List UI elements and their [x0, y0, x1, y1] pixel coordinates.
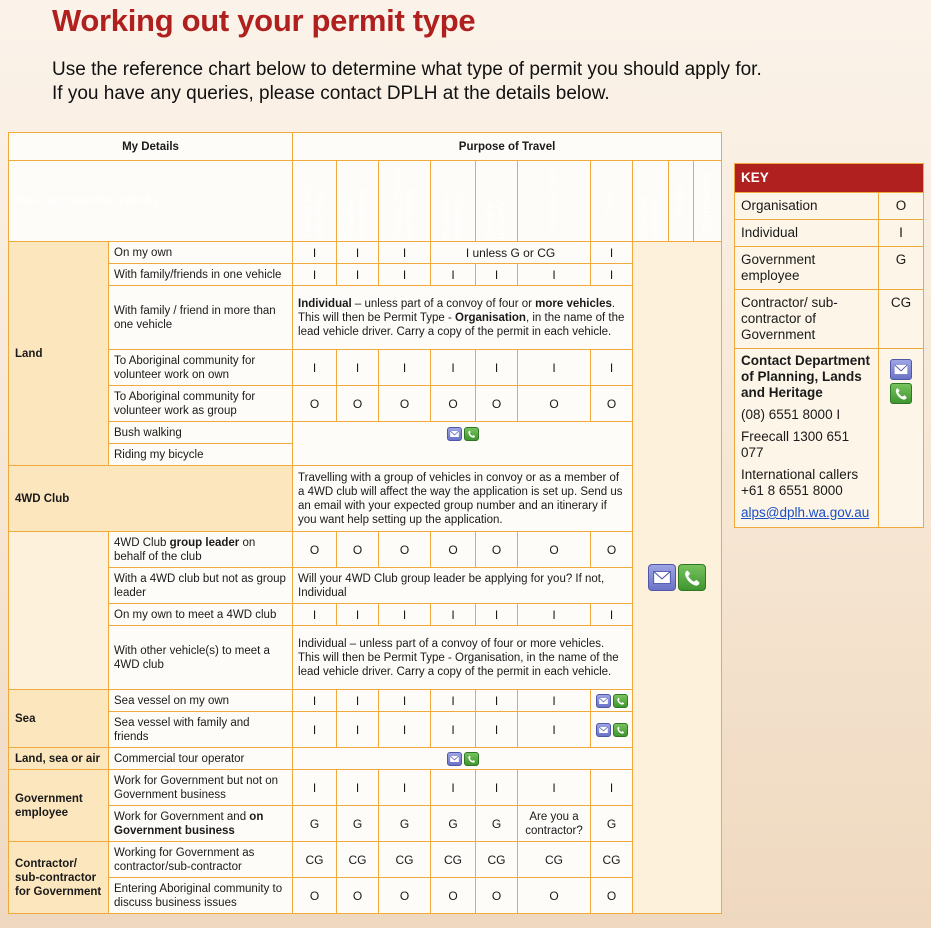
- key-label: Government employee: [735, 247, 879, 289]
- cell: I: [591, 264, 633, 286]
- row-label: Riding my bicycle: [109, 444, 293, 466]
- mail-icon[interactable]: [890, 359, 912, 380]
- key-title: KEY: [735, 164, 923, 192]
- cell: O: [518, 532, 591, 568]
- cell: I: [476, 350, 518, 386]
- purpose-construction: Construction: [518, 161, 591, 242]
- table-row: [9, 466, 722, 532]
- cell: CG: [476, 842, 518, 878]
- key-row: [735, 289, 923, 348]
- row-label: With family / friend in more than one vehicle: [109, 286, 293, 350]
- row-label: On my own to meet a 4WD club: [109, 604, 293, 626]
- table-row: [9, 770, 722, 806]
- cell: I: [476, 770, 518, 806]
- cell: O: [379, 878, 431, 914]
- group-land-sea-air: Land, sea or air: [9, 748, 109, 770]
- cell: I: [337, 712, 379, 748]
- cell: I: [591, 604, 633, 626]
- cell: CG: [337, 842, 379, 878]
- cell: O: [379, 532, 431, 568]
- cell: O: [476, 386, 518, 422]
- row-label: Work for Government and on Government business: [109, 806, 293, 842]
- cell: O: [591, 878, 633, 914]
- contact-section: [735, 348, 923, 527]
- table-row: [9, 568, 722, 604]
- intro-line-2: If you have any queries, please contact DPLH at the details below.: [52, 83, 610, 104]
- key-code: O: [895, 198, 907, 213]
- phone-icon[interactable]: [464, 427, 479, 441]
- purpose-other: Other: [591, 161, 633, 242]
- cell: I: [591, 350, 633, 386]
- span-note: Individual – unless part of a convoy of four or more vehicles. This will then be Permit Type - Organisation, in the name of the lead vehicle driver. Carry a copy of the permit in each vehicle.: [293, 286, 633, 350]
- contact-cell: [293, 422, 633, 466]
- purpose-transit: Transit and refuelling: [293, 161, 337, 242]
- cell: G: [476, 806, 518, 842]
- key-row: [735, 219, 923, 246]
- cell: I: [337, 604, 379, 626]
- cell: I: [379, 264, 431, 286]
- cell: I: [591, 770, 633, 806]
- cell: O: [476, 532, 518, 568]
- row-label: On my own: [109, 242, 293, 264]
- table-row: [9, 690, 722, 712]
- key-label: Contractor/ sub-contractor of Government: [735, 290, 879, 348]
- cell: O: [476, 878, 518, 914]
- cell: I: [293, 604, 337, 626]
- span-note: Travelling with a group of vehicles in convoy or as a member of a 4WD club will affect the way the application is set up. Send us an email with your expected group number and an itinerary if you want help setting up the application.: [293, 466, 633, 532]
- cell: G: [431, 806, 476, 842]
- table-row: [9, 242, 722, 264]
- contact-title: Contact Department of Planning, Lands and Heritage: [741, 353, 871, 400]
- group-4wd-club: 4WD Club: [9, 466, 293, 532]
- phone-icon[interactable]: [464, 752, 479, 766]
- cell: O: [337, 386, 379, 422]
- cell: I: [518, 770, 591, 806]
- cell: G: [379, 806, 431, 842]
- how-travelling-label: How I am travelling and why: [9, 161, 293, 242]
- cell: O: [431, 532, 476, 568]
- cell: I: [379, 604, 431, 626]
- row-label: To Aboriginal community for volunteer work as group: [109, 386, 293, 422]
- cell: I: [431, 350, 476, 386]
- cell: I: [293, 242, 337, 264]
- page-title: Working out your permit type: [52, 3, 476, 38]
- table-row: [9, 532, 722, 568]
- cell: CG: [293, 842, 337, 878]
- contact-icons-column: [633, 242, 722, 914]
- cell: I: [431, 264, 476, 286]
- contact-cell: [591, 690, 633, 712]
- cell: G: [591, 806, 633, 842]
- cell: I: [518, 350, 591, 386]
- header-my-details: My Details: [9, 133, 293, 161]
- table-row: [9, 806, 722, 842]
- purpose-media: Media: [669, 161, 694, 242]
- cell: I: [293, 712, 337, 748]
- contact-cell: [591, 712, 633, 748]
- contact-international: International callers +61 8 6551 8000: [741, 467, 859, 498]
- cell: I: [337, 690, 379, 712]
- cell: I: [293, 264, 337, 286]
- cell: I: [431, 690, 476, 712]
- cell: I: [293, 350, 337, 386]
- purpose-business: Business meetings: [431, 161, 476, 242]
- purpose-service: Service delivery: [476, 161, 518, 242]
- purpose-commercial: Commercial: [694, 161, 722, 242]
- cell: O: [431, 878, 476, 914]
- row-label: Working for Government as contractor/sub-contractor: [109, 842, 293, 878]
- cell: I: [337, 264, 379, 286]
- group-contractor: Contractor/ sub-contractor for Government: [9, 842, 109, 914]
- table-row: [9, 712, 722, 748]
- row-label: With family/friends in one vehicle: [109, 264, 293, 286]
- cell: O: [293, 386, 337, 422]
- cell: O: [591, 532, 633, 568]
- table-row: [9, 350, 722, 386]
- cell: CG: [431, 842, 476, 878]
- phone-icon[interactable]: [890, 383, 912, 404]
- cell: I: [431, 712, 476, 748]
- row-label: To Aboriginal community for volunteer work on own: [109, 350, 293, 386]
- row-label: Work for Government but not on Government business: [109, 770, 293, 806]
- cell: CG: [591, 842, 633, 878]
- cell: I: [476, 264, 518, 286]
- cell: I: [379, 712, 431, 748]
- cell: O: [379, 386, 431, 422]
- table-row: [9, 842, 722, 878]
- cell: O: [293, 878, 337, 914]
- cell: CG: [518, 842, 591, 878]
- cell: I: [431, 770, 476, 806]
- mail-icon[interactable]: [648, 564, 676, 591]
- table-row: [9, 878, 722, 914]
- key-code: I: [899, 225, 903, 240]
- row-label: Commercial tour operator: [109, 748, 293, 770]
- cell: I: [431, 604, 476, 626]
- contact-email-link[interactable]: alps@dplh.wa.gov.au: [741, 505, 870, 520]
- intro-text: [52, 58, 762, 106]
- row-label: With other vehicle(s) to meet a 4WD club: [109, 626, 293, 690]
- cell: I: [337, 242, 379, 264]
- key-code: G: [895, 252, 907, 267]
- purpose-scientific: Scientific research: [633, 161, 669, 242]
- cell: I: [379, 770, 431, 806]
- mail-icon[interactable]: [596, 694, 611, 708]
- contact-phone: (08) 6551 8000 I: [741, 407, 841, 422]
- cell: I: [293, 770, 337, 806]
- key-label: Organisation: [735, 193, 879, 219]
- cell: I: [476, 712, 518, 748]
- span-note: Individual – unless part of a convoy of four or more vehicles. This will then be Permit Type - Organisation, in the name of the lead vehicle driver. Carry a copy of the permit in each vehicle.: [293, 626, 633, 690]
- cell: O: [591, 386, 633, 422]
- row-label: Bush walking: [109, 422, 293, 444]
- group-government-employee: Government employee: [9, 770, 109, 842]
- cell: I: [518, 264, 591, 286]
- purpose-tourism: Tourism / recreation: [337, 161, 379, 242]
- row-label: 4WD Club group leader on behalf of the club: [109, 532, 293, 568]
- group-4wd-club-blank: [9, 532, 109, 690]
- row-label: With a 4WD club but not as group leader: [109, 568, 293, 604]
- table-row: [9, 604, 722, 626]
- table-row: [9, 422, 722, 444]
- key-box: [734, 163, 924, 528]
- key-label: Individual: [735, 220, 879, 246]
- table-row: [9, 626, 722, 690]
- cell: O: [518, 878, 591, 914]
- table-row: [9, 386, 722, 422]
- cell: I: [337, 770, 379, 806]
- row-label: Entering Aboriginal community to discuss business issues: [109, 878, 293, 914]
- table-row: [9, 286, 722, 350]
- key-row: [735, 192, 923, 219]
- group-sea: Sea: [9, 690, 109, 748]
- row-label: Sea vessel with family and friends: [109, 712, 293, 748]
- cell: I: [591, 242, 633, 264]
- cell: I: [293, 690, 337, 712]
- cell: CG: [379, 842, 431, 878]
- cell: I: [518, 690, 591, 712]
- cell: I: [379, 350, 431, 386]
- intro-line-1: Use the reference chart below to determine what type of permit you should apply for.: [52, 59, 762, 80]
- mail-icon[interactable]: [447, 427, 462, 441]
- row-label: Sea vessel on my own: [109, 690, 293, 712]
- cell: I: [379, 690, 431, 712]
- purpose-visiting: Visiting friends and family: [379, 161, 431, 242]
- cell: O: [431, 386, 476, 422]
- phone-icon[interactable]: [678, 564, 706, 591]
- cell: I: [476, 690, 518, 712]
- key-row: [735, 246, 923, 289]
- contact-cell: [293, 748, 633, 770]
- phone-icon[interactable]: [613, 723, 628, 737]
- header-purpose-of-travel: Purpose of Travel: [293, 133, 722, 161]
- contact-freecall: Freecall 1300 651 077: [741, 429, 850, 460]
- cell: G: [337, 806, 379, 842]
- group-land: Land: [9, 242, 109, 466]
- phone-icon[interactable]: [613, 694, 628, 708]
- cell: O: [337, 878, 379, 914]
- span-note: Will your 4WD Club group leader be applying for you? If not, Individual: [293, 568, 633, 604]
- cell: G: [293, 806, 337, 842]
- cell: Are you a contractor?: [518, 806, 591, 842]
- cell: O: [293, 532, 337, 568]
- table-row: [9, 264, 722, 286]
- cell: I: [476, 604, 518, 626]
- mail-icon[interactable]: [447, 752, 462, 766]
- cell: I: [518, 604, 591, 626]
- cell: I: [379, 242, 431, 264]
- table-row: [9, 748, 722, 770]
- cell: I: [518, 712, 591, 748]
- cell: O: [518, 386, 591, 422]
- mail-icon[interactable]: [596, 723, 611, 737]
- cell: I: [337, 350, 379, 386]
- cell: I unless G or CG: [431, 242, 591, 264]
- permit-reference-chart: [8, 132, 722, 914]
- cell: O: [337, 532, 379, 568]
- key-code: CG: [890, 295, 912, 310]
